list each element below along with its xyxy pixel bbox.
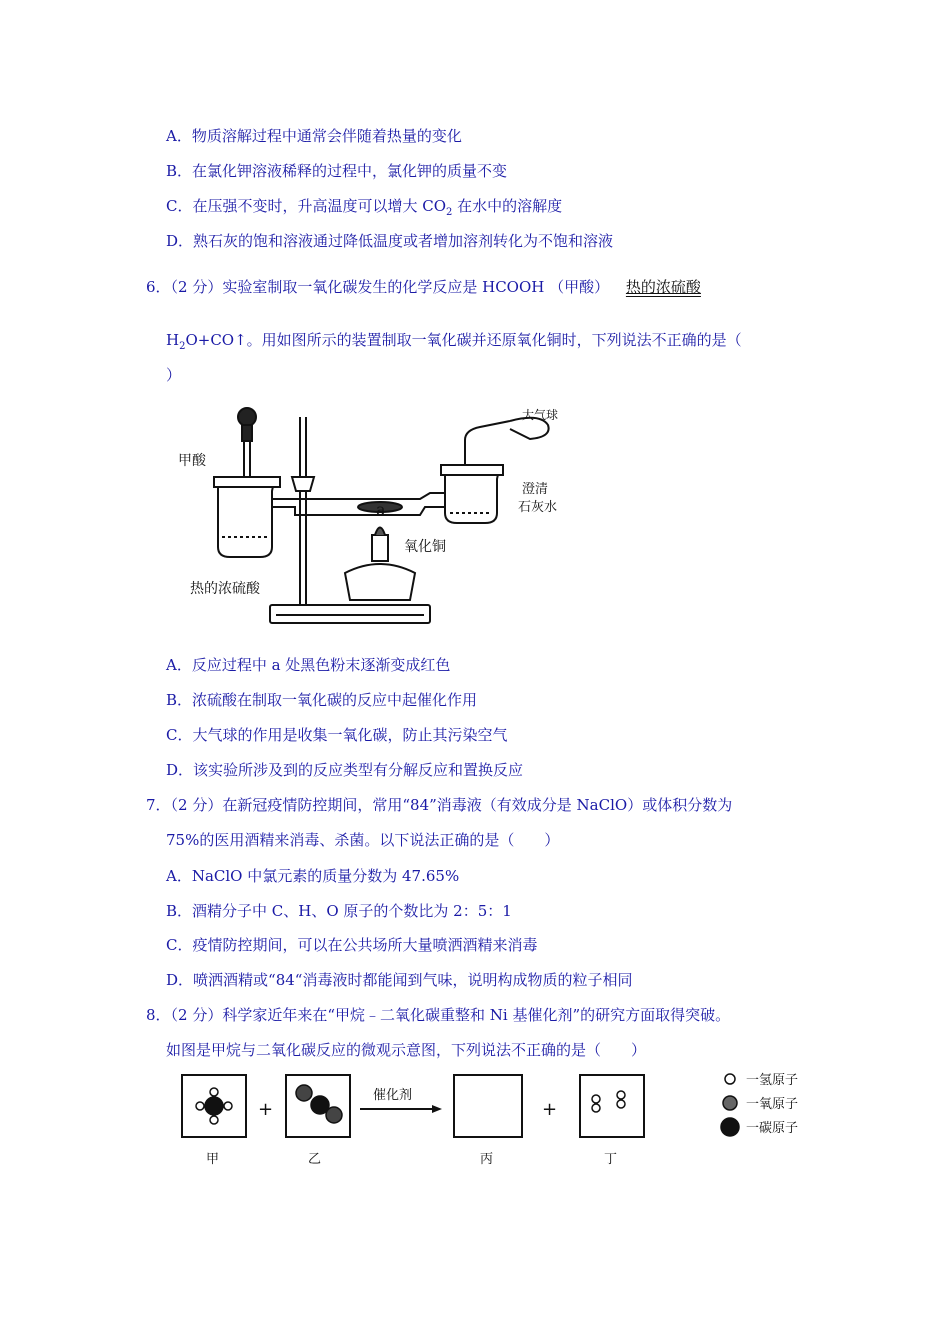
q7-stem-cont: 75%的医用酒精来消毒、杀菌。以下说法正确的是（ ） [166, 831, 560, 849]
box-label-ding: 丁 [604, 1152, 618, 1167]
q6-stem: 6．（2 分）实验室制取一氧化碳发生的化学反应是 HCOOH （甲酸） 热的浓硫酸 [146, 278, 701, 296]
label-cuo: 氧化铜 [404, 539, 446, 555]
label-limewater-1: 澄清 [522, 482, 549, 497]
q7-option-a: A．NaClO 中氯元素的质量分数为 47.65% [166, 867, 460, 885]
q6-option-c: C．大气球的作用是收集一氧化碳，防止其污染空气 [166, 726, 508, 744]
plus-sign-2: + [542, 1099, 558, 1120]
box-label-yi: 乙 [308, 1152, 322, 1167]
box-label-jia: 甲 [206, 1152, 220, 1167]
label-formic-acid: 甲酸 [178, 453, 206, 469]
label-hot-acid: 热的浓硫酸 [190, 581, 260, 597]
q5-option-a: A．物质溶解过程中通常会伴随着热量的变化 [166, 127, 462, 145]
label-a: a [376, 500, 386, 519]
q5-option-d: D．熟石灰的饱和溶液通过降低温度或者增加溶剂转化为不饱和溶液 [166, 232, 614, 250]
q6-close-paren: ） [166, 366, 182, 384]
q8-stem-cont: 如图是甲烷与二氧化碳反应的微观示意图，下列说法不正确的是（ ） [166, 1041, 647, 1059]
q6-option-a: A．反应过程中 a 处黑色粉末逐渐变成红色 [166, 656, 451, 674]
apparatus-figure [160, 395, 580, 635]
q6-stem-cont: $H_2O+CO↑$。用如图所示的装置制取一氧化碳并还原氧化铜时，下列说法不正确的是（ [166, 331, 742, 352]
q6-option-d: D．该实验所涉及到的反应类型有分解反应和置换反应 [166, 761, 524, 779]
q7-option-d: D．喷洒酒精或“84“消毒液时都能闻到气味，说明构成物质的粒子相同 [166, 971, 633, 989]
label-balloon: 大气球 [522, 408, 559, 422]
legend-oxygen: 一氧原子 [746, 1097, 799, 1112]
legend-hydrogen: 一氢原子 [746, 1073, 799, 1088]
reaction-condition: 热的浓硫酸 [625, 278, 701, 296]
label-limewater-2: 石灰水 [518, 500, 558, 515]
q8-stem: 8．（2 分）科学家近年来在“甲烷﹣二氧化碳重整和 Ni 基催化剂”的研究方面取得突破。 [146, 1006, 731, 1024]
box-label-bing: 丙 [480, 1152, 494, 1167]
q5-option-b: B．在氯化钾溶液稀释的过程中，氯化钾的质量不变 [166, 162, 508, 180]
q5-option-c: C．在压强不变时，升高温度可以增大 $CO_2$ 在水中的溶解度 [166, 197, 563, 218]
q6-option-b: B．浓硫酸在制取一氧化碳的反应中起催化作用 [166, 691, 478, 709]
q7-stem: 7．（2 分）在新冠疫情防控期间，常用“84”消毒液（有效成分是 NaClO）或体积分数为 [146, 796, 733, 814]
catalyst-label: 催化剂 [373, 1088, 413, 1103]
q7-option-b: B．酒精分子中 C、H、O 原子的个数比为 2：5：1 [166, 902, 512, 920]
legend-carbon: 一碳原子 [746, 1121, 799, 1136]
plus-sign-1: + [258, 1099, 274, 1120]
reaction-diagram [170, 1065, 830, 1175]
q7-option-c: C．疫情防控期间，可以在公共场所大量喷洒酒精来消毒 [166, 936, 538, 954]
